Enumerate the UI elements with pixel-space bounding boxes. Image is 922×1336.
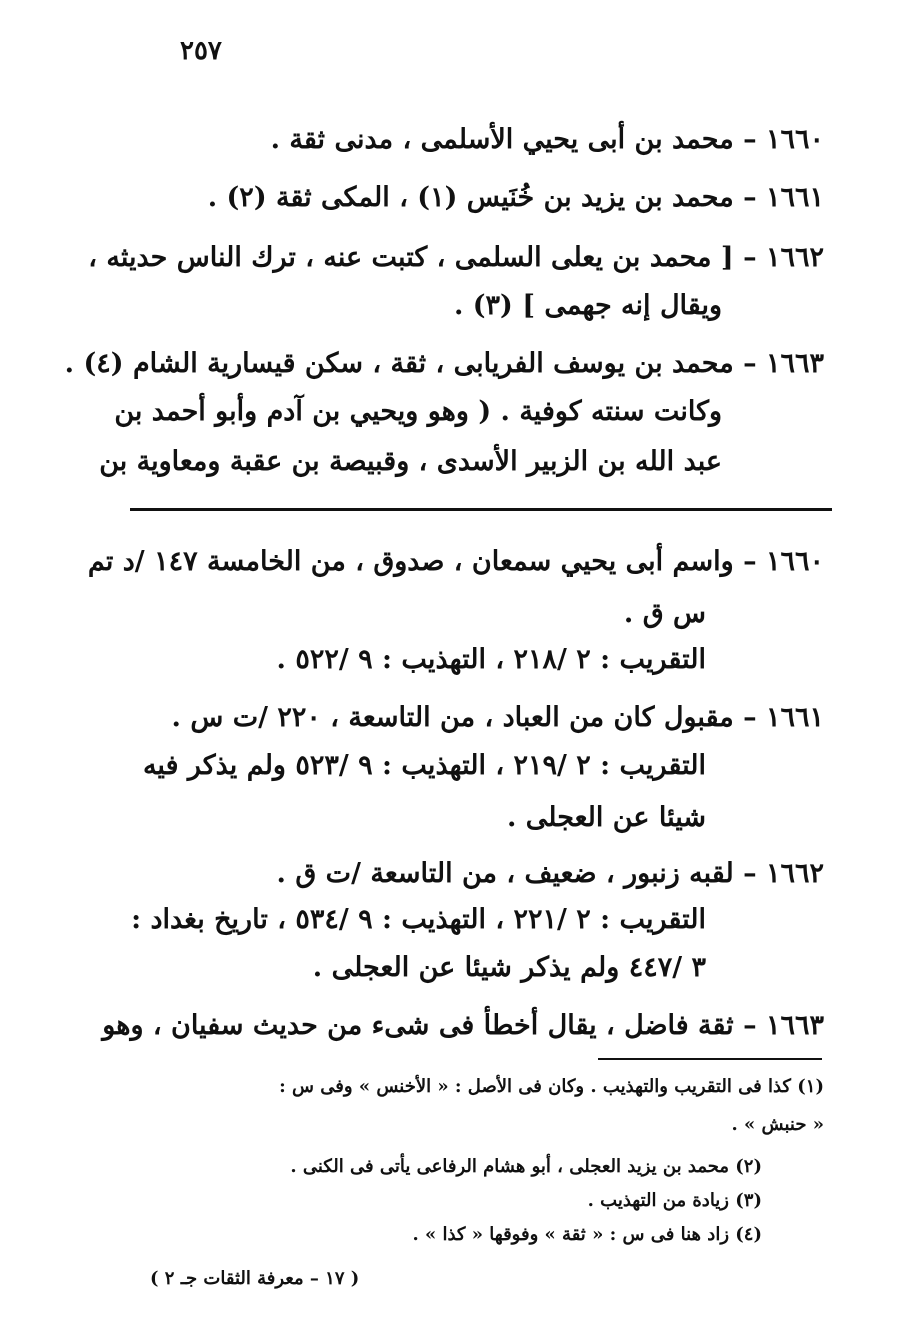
page-number: ٢٥٧ (180, 36, 222, 66)
entry-1661: ١٦٦١ – محمد بن يزيد بن خُنَيس (١) ، المكى ثقة (٢) . (207, 182, 824, 213)
commentary-1662-line2: التقريب : ٢ /٢٢١ ، التهذيب : ٩ /٥٣٤ ، تاريخ بغداد : (131, 904, 706, 935)
commentary-1661-line2: التقريب : ٢ /٢١٩ ، التهذيب : ٩ /٥٢٣ ولم يذكر فيه (142, 750, 706, 781)
commentary-1663-line1: ١٦٦٣ – ثقة فاضل ، يقال أخطأ فى شىء من حديث سفيان ، وهو (102, 1010, 824, 1041)
commentary-1660-line3: التقريب : ٢ /٢١٨ ، التهذيب : ٩ /٥٢٢ . (276, 644, 706, 675)
commentary-1662-line1: ١٦٦٢ – لقبه زنبور ، ضعيف ، من التاسعة /ت ق . (276, 858, 824, 889)
commentary-1660-line2: س ق . (623, 598, 706, 629)
entry-1662-line1: ١٦٦٢ – [ محمد بن يعلى السلمى ، كتبت عنه ، ترك الناس حديثه ، (88, 242, 824, 273)
footnote-1-line2: « حنبش » . (731, 1114, 824, 1135)
commentary-1662-line3: ٣ /٤٤٧ ولم يذكر شيئا عن العجلى . (312, 952, 706, 983)
entry-1663-line1: ١٦٦٣ – محمد بن يوسف الفريابى ، ثقة ، سكن قيسارية الشام (٤) . (64, 348, 824, 379)
entry-1662-line2: ويقال إنه جهمى ] (٣) . (453, 290, 722, 321)
entry-1663-line3: عبد الله بن الزبير الأسدى ، وقبيصة بن عقبة ومعاوية بن (99, 446, 722, 477)
page-footer: ( ١٧ – معرفة الثقات جـ ٢ ) (150, 1268, 360, 1289)
footnote-4: (٤) زاد هنا فى س : « ثقة » وفوقها « كذا » . (412, 1224, 762, 1245)
section-divider (130, 508, 832, 511)
commentary-1660-line1: ١٦٦٠ – واسم أبى يحيي سمعان ، صدوق ، من الخامسة ١٤٧ /د تم (87, 546, 824, 577)
entry-1660: ١٦٦٠ – محمد بن أبى يحيي الأسلمى ، مدنى ثقة . (270, 124, 824, 155)
footnote-divider (598, 1058, 822, 1060)
footnote-2: (٢) محمد بن يزيد العجلى ، أبو هشام الرفاعى يأتى فى الكنى . (290, 1156, 762, 1177)
footnote-3: (٣) زيادة من التهذيب . (587, 1190, 762, 1211)
footnote-1-line1: (١) كذا فى التقريب والتهذيب . وكان فى الأصل : « الأخنس » وفى س : (279, 1076, 824, 1097)
entry-1663-line2: وكانت سنته كوفية . ( وهو ويحيي بن آدم وأبو أحمد بن (114, 396, 722, 427)
commentary-1661-line3: شيئا عن العجلى . (506, 802, 706, 833)
commentary-1661-line1: ١٦٦١ – مقبول كان من العباد ، من التاسعة ، ٢٢٠ /ت س . (171, 702, 824, 733)
